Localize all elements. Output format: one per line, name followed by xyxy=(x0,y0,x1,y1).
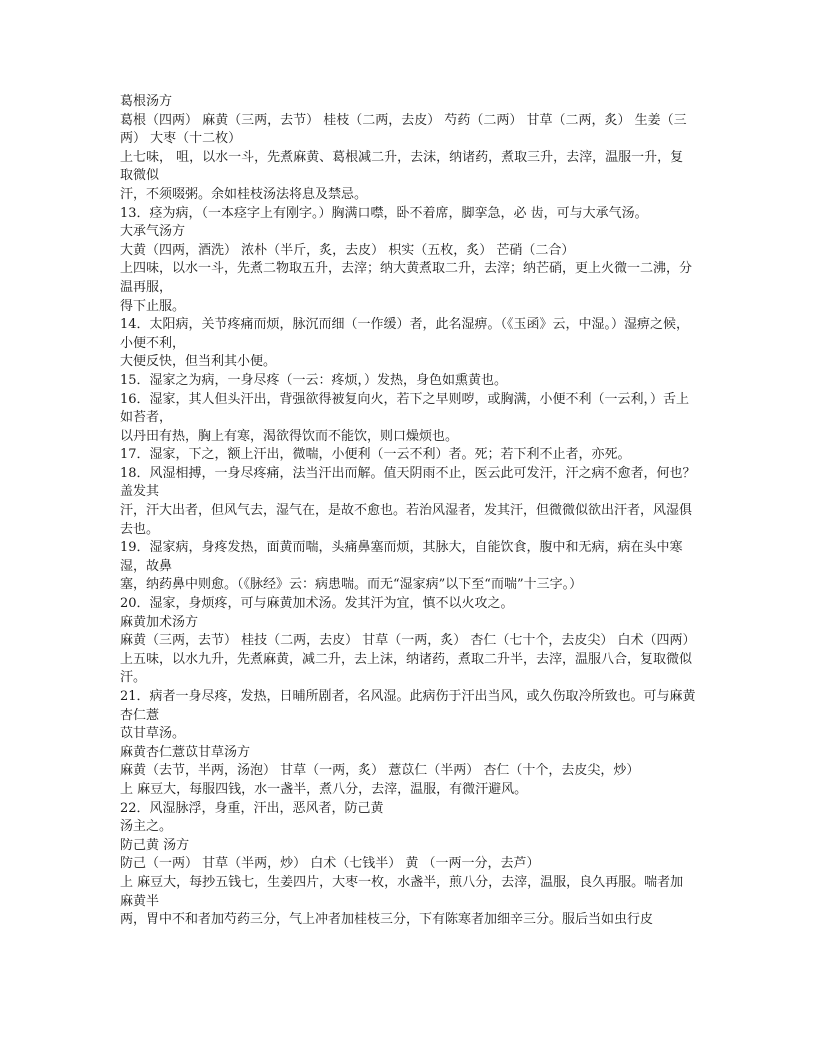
formula-title: 大承气汤方 xyxy=(120,224,186,240)
instruction-line: 上四味，以水一斗，先煮二物取五升，去滓；纳大黄煮取二升，去滓；纳芒硝，更上火微一二沸，分温再服， xyxy=(120,261,693,295)
clause-line: 16．湿家，其人但头汗出，背强欲得被复向火，若下之早则哕，或胸满，小便不利（一云利，）舌上如苔者， xyxy=(120,391,690,426)
clause-line: 汗，汗大出者，但风气去，湿气在，是故不愈也。若治风湿者，发其汗，但微微似欲出汗者，风湿俱去也。 xyxy=(120,503,693,537)
instruction-line: 上 麻豆大，每抄五钱七，生姜四片，大枣一枚，水盏半，煎八分，去滓，温服，良久再服。喘者加麻黄半 xyxy=(120,874,684,909)
clause-line: 19．湿家病，身疼发热，面黄而喘，头痛鼻塞而烦，其脉大，自能饮食，腹中和无病，病在头中寒湿，故鼻 xyxy=(120,540,683,574)
clause-line: 塞，纳药鼻中则愈。（《脉经》云：病患喘。而无“湿家病”以下至“而喘”十三字。） xyxy=(120,577,583,593)
clause-line: 18．风湿相搏，一身尽疼痛，法当汗出而解。值天阴雨不止，医云此可发汗，汗之病不愈者，何也？盖发其 xyxy=(120,465,696,500)
clause-line: 17．湿家，下之，额上汗出，微喘，小便利（一云不利）者。死；若下利不止者，亦死。 xyxy=(120,447,631,463)
clause-line: 汤主之。 xyxy=(120,819,173,835)
ingredients-line: 大黄（四两，酒洗） 浓朴（半斤，炙，去皮） 枳实（五枚，炙） 芒硝（二合） xyxy=(120,242,575,258)
ingredients-line: 葛根（四两） 麻黄（三两，去节） 桂枝（二两，去皮） 芍药（二两） 甘草（二两，炙） 生姜（三 xyxy=(120,112,687,128)
ingredients-line: 麻黄（去节，半两，汤泡） 甘草（一两，炙） 薏苡仁（半两） 杏仁（十个，去皮尖，炒） xyxy=(120,763,640,779)
clause-line: 20．湿家，身烦疼，可与麻黄加术汤。发其汗为宜，慎不以火攻之。 xyxy=(120,596,514,612)
clause-line: 13．痉为病，（一本痉字上有刚字。）胸满口噤，卧不着席，脚挛急，必 齿，可与大承气汤。 xyxy=(120,205,648,221)
formula-title: 麻黄加术汤方 xyxy=(120,614,199,630)
clause-line: 15．湿家之为病，一身尽疼（一云：疼烦，）发热，身色如熏黄也。 xyxy=(120,372,508,388)
instruction-line: 上七味， 咀，以水一斗，先煮麻黄、葛根减二升，去沫，纳诸药，煮取三升，去滓，温服一升，复取微似 xyxy=(120,149,684,184)
ingredients-line: 两） 大枣（十二枚） xyxy=(120,131,242,147)
ingredients-line: 防己（一两） 甘草（半两，炒） 白术（七钱半） 黄 （一两一分，去芦） xyxy=(120,856,540,872)
clause-line: 大便反快，但当利其小便。 xyxy=(120,354,277,370)
instruction-line: 汗，不须啜粥。余如桂枝汤法将息及禁忌。 xyxy=(120,186,368,202)
clause-line: 21．病者一身尽疼，发热，日晡所剧者，名风湿。此病伤于汗出当风，或久伤取冷所致也。可与麻黄杏仁薏 xyxy=(120,689,696,723)
instruction-line: 两，胃中不和者加芍药三分，气上冲者加桂枝三分，下有陈寒者加细辛三分。服后当如虫行皮 xyxy=(120,912,654,928)
document-body xyxy=(120,93,696,930)
clause-line: 14．太阳病，关节疼痛而烦，脉沉而细（一作缓）者，此名湿痹。（《玉函》云，中湿。）湿痹之候，小便不利， xyxy=(120,317,690,351)
formula-title: 防己黄 汤方 xyxy=(120,837,190,853)
instruction-line: 得下止服。 xyxy=(120,298,186,314)
clause-line: 以丹田有热，胸上有寒，渴欲得饮而不能饮，则口燥烦也。 xyxy=(120,428,459,444)
instruction-line: 上 麻豆大，每服四钱，水一盏半，煮八分，去滓，温服，有微汗避风。 xyxy=(120,781,528,797)
clause-line: 22．风湿脉浮，身重，汗出，恶风者，防己黄 xyxy=(120,800,384,816)
formula-title: 麻黄杏仁薏苡甘草汤方 xyxy=(120,744,251,760)
formula-title: 葛根汤方 xyxy=(120,94,173,109)
ingredients-line: 麻黄（三两，去节） 桂技（二两，去皮） 甘草（一两，炙） 杏仁（七十个，去皮尖） 白术（四两） xyxy=(120,633,696,649)
clause-line: 苡甘草汤。 xyxy=(120,726,186,742)
instruction-line: 上五味，以水九升，先煮麻黄，减二升，去上沫，纳诸药，煮取二升半，去滓，温服八合，复取微似汗。 xyxy=(120,651,693,686)
